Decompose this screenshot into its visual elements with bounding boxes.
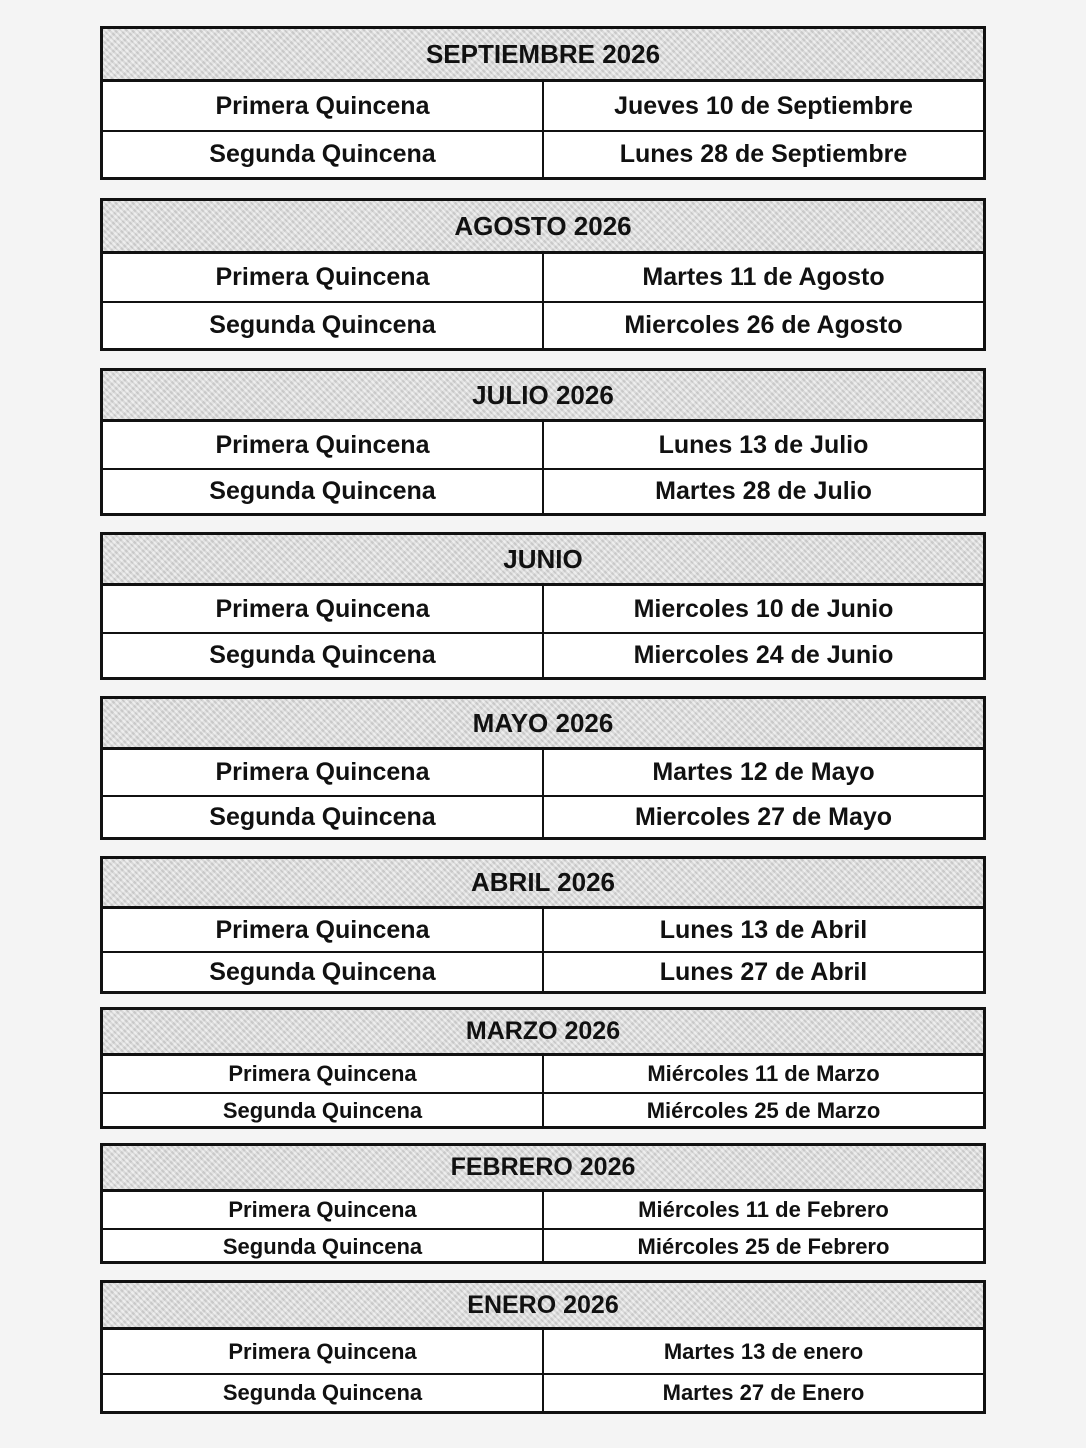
- month-title: MAYO 2026: [103, 699, 983, 750]
- payment-date: Miercoles 27 de Mayo: [634, 802, 893, 831]
- period-label: Primera Quincena: [103, 422, 544, 468]
- period-label: Segunda Quincena: [103, 303, 544, 348]
- table-row: [103, 82, 983, 130]
- period-label: Segunda Quincena: [103, 797, 544, 837]
- month-title: FEBRERO 2026: [103, 1146, 983, 1192]
- table-row: [103, 909, 983, 951]
- period-label: Primera Quincena: [103, 1192, 544, 1228]
- table-row: [103, 1092, 983, 1128]
- table-row: [103, 951, 983, 991]
- payment-date: Lunes 13 de Julio: [658, 430, 869, 459]
- table-row: [103, 1373, 983, 1411]
- table-row: [103, 632, 983, 677]
- month-table-abril: [100, 856, 986, 994]
- month-table-junio: [100, 532, 986, 680]
- payment-date: Martes 28 de Julio: [655, 477, 872, 505]
- table-row: [103, 130, 983, 177]
- month-table-julio: [100, 368, 986, 516]
- payment-date: Miércoles 11 de Febrero: [638, 1197, 889, 1222]
- period-label: Primera Quincena: [103, 909, 544, 951]
- period-label: Primera Quincena: [103, 254, 544, 301]
- month-title: ENERO 2026: [103, 1283, 983, 1330]
- month-title: JUNIO: [103, 535, 983, 586]
- month-title: MARZO 2026: [103, 1010, 983, 1056]
- table-row: [103, 586, 983, 632]
- payment-date: Jueves 10 de Septiembre: [614, 91, 913, 120]
- month-table-agosto: [100, 198, 986, 351]
- payment-date: Miércoles 25 de Marzo: [646, 1098, 881, 1123]
- table-row: [103, 1228, 983, 1263]
- period-label: Segunda Quincena: [103, 132, 544, 177]
- table-row: [103, 1192, 983, 1228]
- month-table-febrero: [100, 1143, 986, 1264]
- table-row: [103, 468, 983, 513]
- month-title: SEPTIEMBRE 2026: [103, 29, 983, 82]
- period-label: Segunda Quincena: [103, 1230, 544, 1263]
- period-label: Primera Quincena: [103, 586, 544, 632]
- payment-date: Lunes 28 de Septiembre: [619, 140, 908, 168]
- payment-date: Miércoles 11 de Marzo: [647, 1061, 880, 1086]
- table-row: [103, 1330, 983, 1373]
- payment-date: Miércoles 25 de Febrero: [637, 1233, 890, 1259]
- month-table-septiembre: [100, 26, 986, 180]
- payment-date: Miercoles 10 de Junio: [633, 594, 894, 623]
- table-row: [103, 301, 983, 348]
- period-label: Primera Quincena: [103, 82, 544, 130]
- period-label: Primera Quincena: [103, 1056, 544, 1092]
- period-label: Primera Quincena: [103, 1330, 544, 1373]
- period-label: Segunda Quincena: [103, 1375, 544, 1411]
- payment-date: Lunes 13 de Abril: [659, 915, 868, 944]
- table-row: [103, 795, 983, 837]
- period-label: Primera Quincena: [103, 750, 544, 795]
- table-row: [103, 422, 983, 468]
- month-title: ABRIL 2026: [103, 859, 983, 909]
- month-table-mayo: [100, 696, 986, 840]
- payment-date: Martes 27 de Enero: [662, 1380, 865, 1405]
- period-label: Segunda Quincena: [103, 1094, 544, 1128]
- month-title: JULIO 2026: [103, 371, 983, 422]
- table-row: [103, 750, 983, 795]
- payment-date: Lunes 27 de Abril: [659, 957, 868, 986]
- table-row: [103, 254, 983, 301]
- payment-date: Miercoles 24 de Junio: [633, 641, 894, 669]
- month-table-enero: [100, 1280, 986, 1414]
- period-label: Segunda Quincena: [103, 634, 544, 677]
- period-label: Segunda Quincena: [103, 470, 544, 513]
- payment-date: Martes 13 de enero: [663, 1338, 864, 1364]
- period-label: Segunda Quincena: [103, 953, 544, 991]
- payment-date: Martes 11 de Agosto: [642, 263, 885, 291]
- payment-date: Miercoles 26 de Agosto: [624, 311, 903, 339]
- payment-date: Martes 12 de Mayo: [652, 758, 875, 786]
- table-row: [103, 1056, 983, 1092]
- month-table-marzo: [100, 1007, 986, 1129]
- month-title: AGOSTO 2026: [103, 201, 983, 254]
